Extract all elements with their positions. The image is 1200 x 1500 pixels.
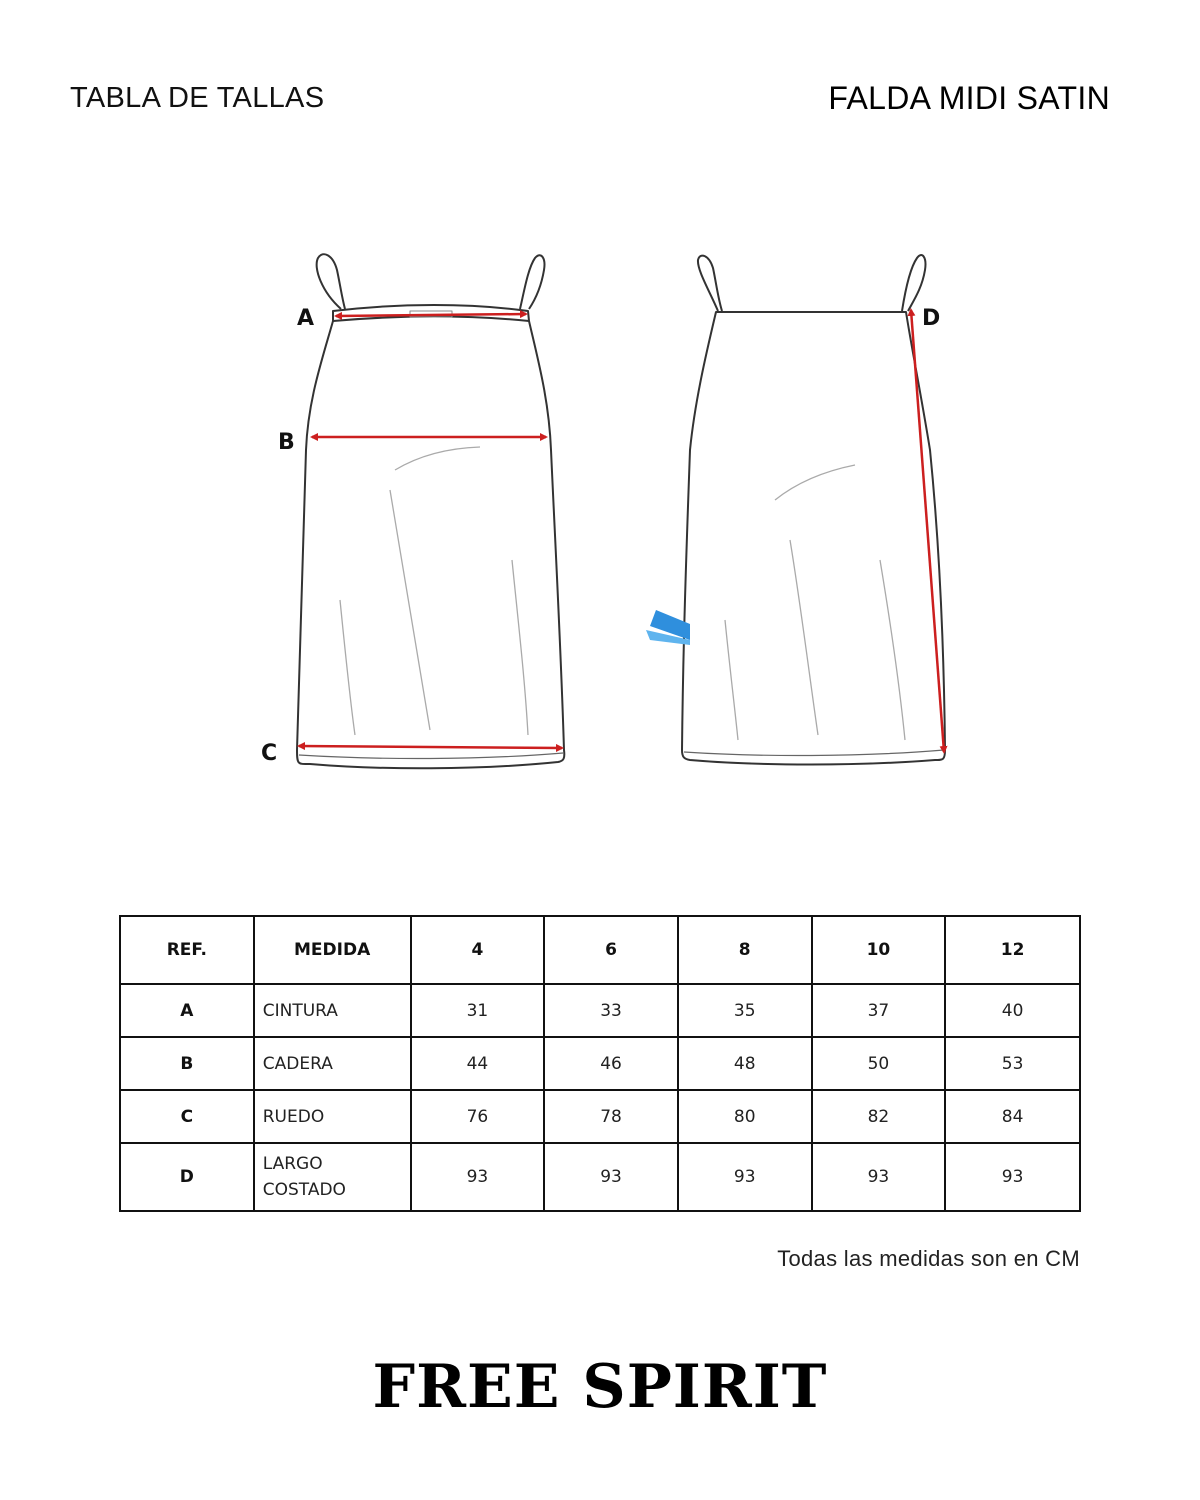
row-value: 35: [678, 984, 812, 1037]
row-value: 46: [544, 1037, 678, 1090]
row-value: 93: [678, 1143, 812, 1211]
row-measure: RUEDO: [254, 1090, 411, 1143]
table-row: [120, 1037, 1080, 1090]
table-header-row: [120, 916, 1080, 984]
row-value: 78: [544, 1090, 678, 1143]
row-ref: A: [120, 984, 254, 1037]
product-title: FALDA MIDI SATIN: [828, 80, 1110, 116]
measure-arrow-c: [299, 746, 562, 748]
front-outline: [297, 321, 564, 768]
header-size-10: 10: [812, 916, 946, 984]
back-hem-line: [684, 750, 944, 756]
front-fold-1: [395, 447, 480, 470]
label-b: B: [278, 430, 295, 455]
back-left-strap: [698, 256, 722, 311]
header-size-6: 6: [544, 916, 678, 984]
header-ref: REF.: [120, 916, 254, 984]
label-a: A: [297, 306, 315, 331]
row-value: 44: [411, 1037, 545, 1090]
row-ref: D: [120, 1143, 254, 1211]
front-hem-line: [299, 753, 563, 759]
header-measure: MEDIDA: [254, 916, 411, 984]
row-value: 84: [945, 1090, 1080, 1143]
header-size-12: 12: [945, 916, 1080, 984]
row-measure-line-2: COSTADO: [262, 1180, 346, 1200]
row-value: 93: [945, 1143, 1080, 1211]
row-value: 82: [812, 1090, 946, 1143]
row-measure: CADERA: [254, 1037, 411, 1090]
row-value: 93: [812, 1143, 946, 1211]
row-value: 76: [411, 1090, 545, 1143]
table-row: [120, 984, 1080, 1037]
row-ref: B: [120, 1037, 254, 1090]
row-ref: C: [120, 1090, 254, 1143]
front-fold-3: [340, 600, 355, 735]
table-row: [120, 1090, 1080, 1143]
row-value: 80: [678, 1090, 812, 1143]
row-value: 53: [945, 1037, 1080, 1090]
back-fold-3: [725, 620, 738, 740]
back-fold-2: [790, 540, 818, 735]
row-measure: CINTURA: [254, 984, 411, 1037]
skirt-front-view: [297, 254, 564, 768]
brand-logo: FREE SPIRIT: [372, 1352, 828, 1422]
front-waistband: [333, 305, 529, 321]
back-outline: [682, 312, 945, 765]
size-table: [119, 915, 1081, 1212]
row-value: 93: [411, 1143, 545, 1211]
back-fold-1: [775, 465, 855, 500]
side-tag: [646, 610, 690, 645]
back-right-strap: [902, 255, 925, 311]
row-value: 37: [812, 984, 946, 1037]
row-value: 33: [544, 984, 678, 1037]
row-value: 48: [678, 1037, 812, 1090]
row-value: 93: [544, 1143, 678, 1211]
row-value: 50: [812, 1037, 946, 1090]
size-chart-title: TABLA DE TALLAS: [70, 82, 325, 114]
row-value: 40: [945, 984, 1080, 1037]
back-fold-4: [880, 560, 905, 740]
front-left-strap: [317, 254, 345, 309]
front-fold-2: [390, 490, 430, 730]
row-value: 31: [411, 984, 545, 1037]
header-size-8: 8: [678, 916, 812, 984]
label-c: C: [261, 741, 278, 766]
skirt-back-view: [682, 255, 945, 764]
measure-arrow-d: [911, 310, 944, 752]
units-note: Todas las medidas son en CM: [777, 1246, 1080, 1271]
front-fold-4: [512, 560, 528, 735]
measure-arrow-a: [336, 314, 526, 316]
row-measure-line-1: LARGO: [262, 1154, 323, 1174]
front-right-strap: [520, 255, 544, 309]
header-size-4: 4: [411, 916, 545, 984]
label-d: D: [922, 306, 941, 331]
row-measure: [254, 1143, 411, 1211]
table-row: [120, 1143, 1080, 1211]
